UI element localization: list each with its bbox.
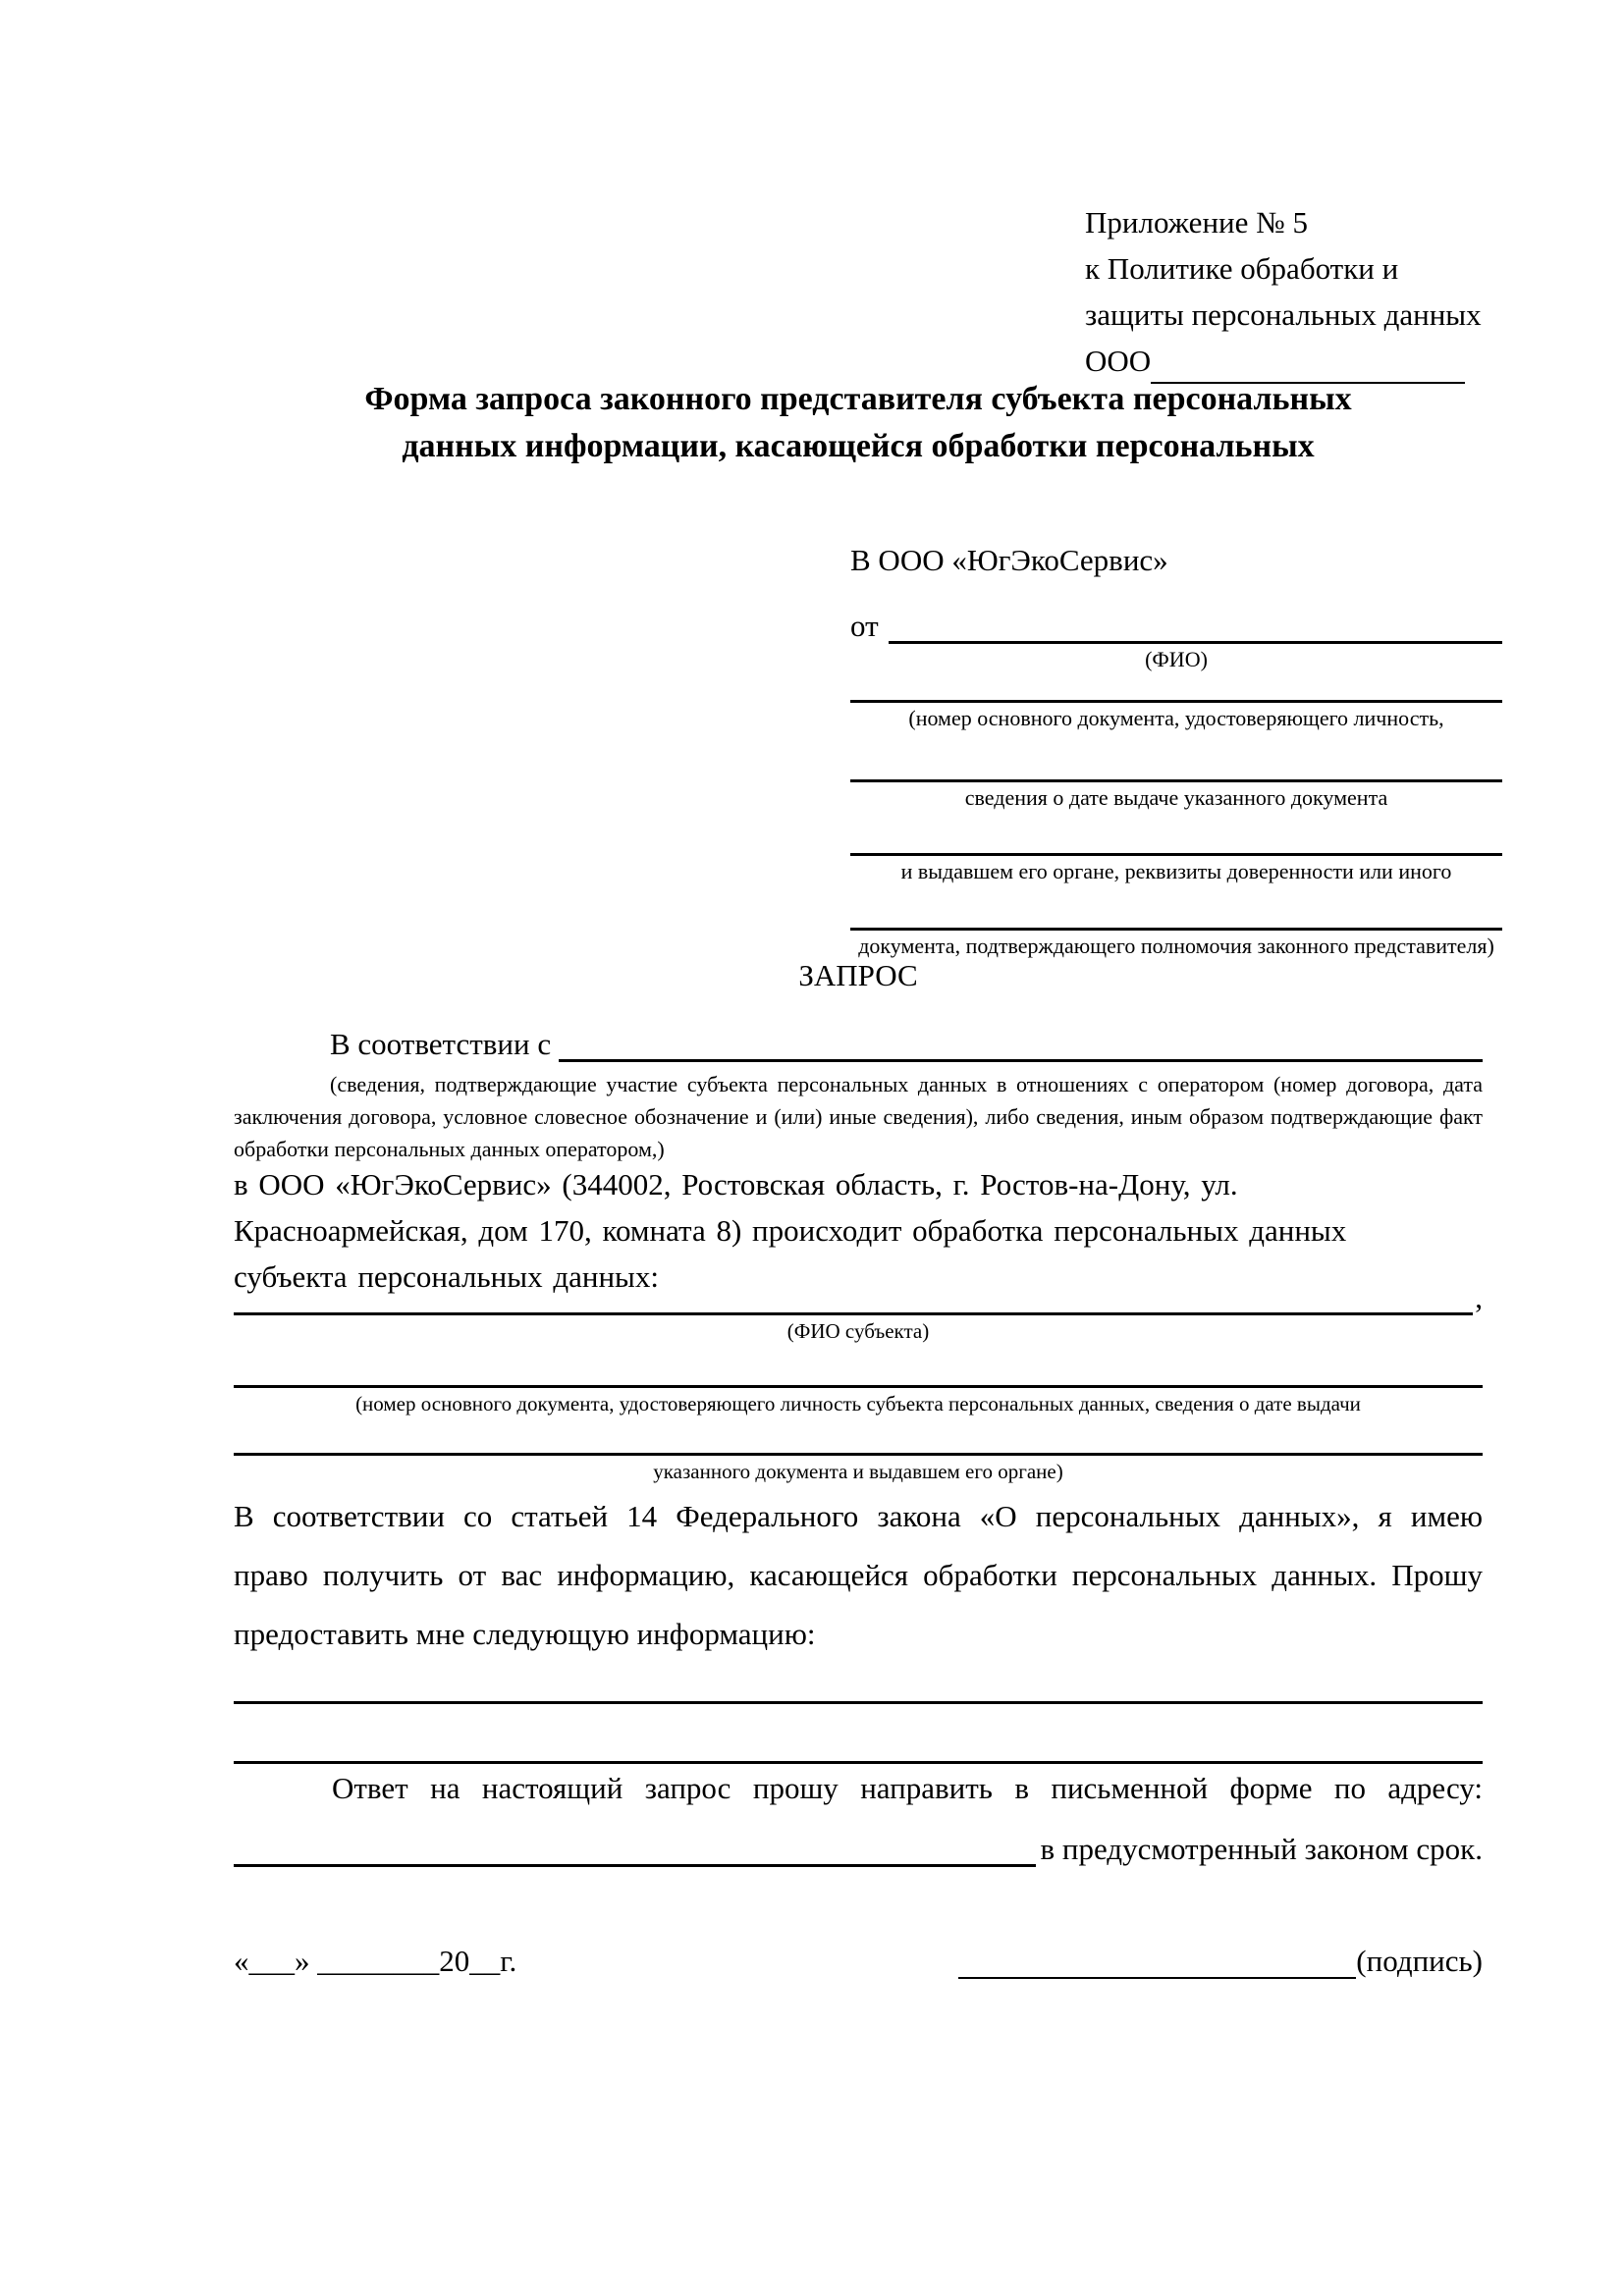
subject-fio-comma: , [1475,1280,1483,1314]
reply-address-row [234,1828,1483,1867]
from-label: от [850,609,879,643]
blank-line [850,853,1502,856]
recipient-line: В ООО «ЮгЭкоСервис» [850,543,1168,577]
law-line: В соответствии со статьей 14 Федерального закона «О персональных данных», я имею [234,1499,1483,1533]
form-title-line: данных информации, касающейся обработки персональных [402,428,1315,464]
basis-blank-line [559,1026,1483,1062]
subject-doc-blank-line [234,1453,1483,1456]
request-heading: ЗАПРОС [798,958,918,992]
blank-line [850,928,1502,931]
reply-line: Ответ на настоящий запрос прошу направить в письменной форме по адресу: [332,1771,1483,1805]
blank-caption: и выдавшем его органе, реквизиты доверенности или иного [900,859,1452,883]
reply-address-blank-line [234,1831,1036,1867]
blank-caption: сведения о дате выдаче указанного документа [964,785,1388,810]
appendix-line: защиты персональных данных [1085,297,1482,332]
footer-row [234,1944,1483,1979]
appendix-line: Приложение № 5 [1085,205,1308,240]
from-name-blank-line [889,608,1502,644]
subject-doc-blank-line [234,1385,1483,1388]
basis-note [234,1068,1483,1165]
operator-line: Красноармейская, дом 170, комната 8) происходит обработка персональных данных [234,1213,1347,1248]
subject-block [234,1280,1483,1485]
subject-doc-caption: указанного документа и выдавшем его органе) [653,1460,1063,1483]
operator-paragraph [234,1161,1483,1300]
reply-tail: в предусмотренный законом срок. [1040,1832,1483,1866]
blank-caption: документа, подтверждающего полномочия законного представителя) [858,934,1494,958]
company-prefix: ООО [1085,344,1152,378]
law-line: право получить от вас информацию, касающейся обработки персональных данных. Прошу [234,1558,1483,1592]
basis-block [234,1019,1483,1165]
info-blank-lines [234,1669,1483,1764]
from-row [850,603,1502,644]
basis-lead: В соответствии с [330,1027,552,1061]
basis-note-line: обработки персональных данных оператором,) [234,1137,665,1161]
signature-caption: (подпись) [1356,1944,1483,1978]
subject-doc-caption: (номер основного документа, удостоверяющего личность субъекта персональных данных, сведения о дате выдачи [355,1392,1361,1415]
form-title [234,376,1483,470]
basis-note-line: (сведения, подтверждающие участие субъекта персональных данных в отношениях с оператором (номер договора, дата [330,1072,1483,1096]
subject-fio-caption: (ФИО субъекта) [786,1319,930,1343]
fio-caption: (ФИО) [1145,647,1208,671]
signature-blank-line [958,1948,1356,1979]
addressee-block [850,540,1502,959]
subject-fio-blank-line [234,1285,1473,1315]
basis-row [234,1019,1483,1062]
blank-line [850,700,1502,703]
reply-block [234,1767,1483,1867]
info-blank-line [234,1761,1483,1764]
law-line: предоставить мне следующую информацию: [234,1617,816,1651]
form-title-line: Форма запроса законного представителя субъекта персональных [364,381,1352,417]
law-paragraph [234,1487,1483,1664]
signature-area [958,1944,1483,1979]
appendix-line: к Политике обработки и [1085,251,1399,286]
blank-caption: (номер основного документа, удостоверяющего личность, [908,706,1444,730]
blank-line [850,779,1502,782]
date-line: «___» ________20__г. [234,1944,517,1978]
info-blank-line [234,1701,1483,1704]
operator-line: субъекта персональных данных: [234,1259,659,1294]
basis-note-line: заключения договора, условное словесное обозначение и (или) иные сведения), либо сведения, иным образом подтверждающие факт [234,1104,1483,1129]
operator-line: в ООО «ЮгЭкоСервис» (344002, Ростовская область, г. Ростов-на-Дону, ул. [234,1167,1238,1201]
appendix-note [1085,199,1497,384]
subject-fio-row [234,1280,1483,1315]
